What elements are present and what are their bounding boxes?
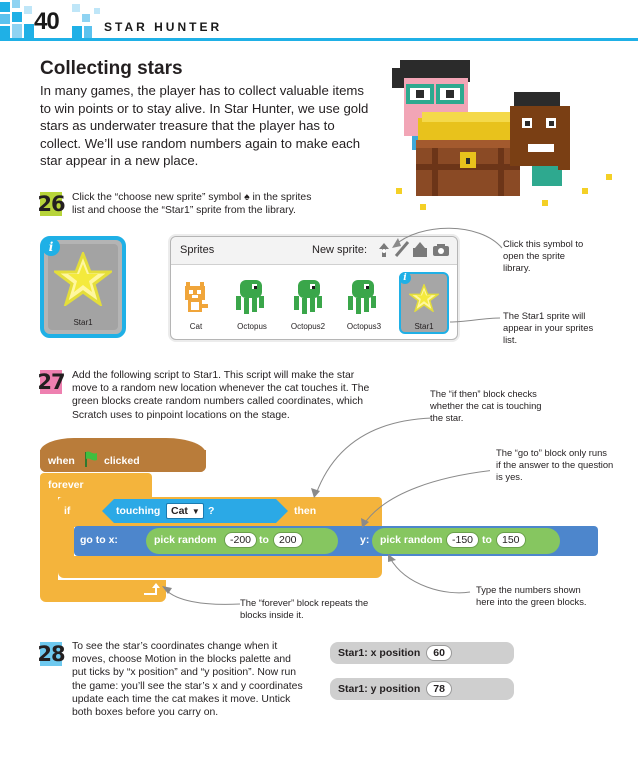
green-flag-icon <box>83 450 99 468</box>
cat-sprite-icon[interactable] <box>180 280 210 316</box>
page-title: Collecting stars <box>40 58 183 79</box>
info-icon[interactable]: i <box>42 238 60 256</box>
if-then-arm <box>58 526 74 556</box>
note-forever: The “forever” block repeats the blocks inside it. <box>240 597 369 620</box>
page-number: 40 <box>34 8 59 35</box>
note-if-then: The “if then” block checks whether the cat is touching the star. <box>430 388 542 423</box>
pixel-characters-illustration <box>382 48 622 216</box>
then-label: then <box>294 505 317 517</box>
forever-label: forever <box>48 479 84 491</box>
treasure-chest <box>416 112 520 196</box>
pick-random-y-from[interactable]: -150 <box>446 532 479 548</box>
pick-random-x-label: pick random <box>154 534 217 546</box>
go-to-x-label: go to x: <box>80 534 118 546</box>
clicked-label: clicked <box>104 455 140 467</box>
step-26-text: Click the “choose new sprite” symbol ♠ in the sprites list and choose the “Star1” sprite from the library. <box>72 192 312 217</box>
header-pixel-decoration <box>0 0 120 40</box>
sprite-label-octopus2: Octopus2 <box>290 322 326 331</box>
y-position-label: Star1: y position <box>338 683 421 695</box>
step-27-badge: 27 <box>37 370 65 394</box>
note-type-numbers: Type the numbers shown here into the green blocks. <box>476 584 587 607</box>
dropdown-arrow-icon: ▼ <box>191 506 200 516</box>
sprite-label-octopus: Octopus <box>237 322 267 331</box>
new-sprite-label: New sprite: <box>312 244 368 256</box>
x-position-reporter <box>330 642 514 664</box>
step-28-badge: 28 <box>37 642 65 666</box>
touching-label: touching <box>116 505 161 517</box>
step-27-text: Add the following script to Star1. This script will make the star move to a random new location whenever the cat touches it. The green blocks create random numbers called coordinates, which Scratch uses to pinpoint locations on the stage. <box>72 370 370 421</box>
x-position-label: Star1: x position <box>338 647 421 659</box>
sprite-label-octopus3: Octopus3 <box>346 322 382 331</box>
callout-lines-step26 <box>380 222 510 332</box>
pick-random-y-to[interactable]: 150 <box>496 532 526 548</box>
star-sprite-icon <box>54 252 112 306</box>
y-label: y: <box>360 534 370 546</box>
if-label: if <box>64 505 71 517</box>
note-star-appears: The Star1 sprite will appear in your sprites list. <box>503 310 594 345</box>
step-26-badge: 26 <box>37 192 65 216</box>
note-open-library: Click this symbol to open the sprite library. <box>503 238 584 273</box>
octopus2-sprite-icon[interactable] <box>290 278 326 318</box>
section-title: STAR HUNTER <box>104 20 223 34</box>
intro-paragraph: In many games, the player has to collect valuable items to win points or to stay alive. In Star Hunter, we use gold stars as underwater treasure that the player has to collect. We’ll use random numbers again to make each star appear in a new place. <box>40 83 369 168</box>
when-label: when <box>48 455 75 467</box>
note-go-to: The “go to” block only runs if the answer to the question is yes. <box>496 447 614 482</box>
selected-sprite-info-icon[interactable]: i <box>399 272 411 284</box>
x-position-value: 60 <box>426 645 452 661</box>
touching-target-value: Cat <box>171 505 188 517</box>
y-position-value: 78 <box>426 681 452 697</box>
pick-random-y-to-label: to <box>482 534 492 546</box>
pick-random-x-to-label: to <box>259 534 269 546</box>
sprite-label-cat: Cat <box>189 322 203 331</box>
octopus-sprite-icon[interactable] <box>232 278 268 318</box>
callout-lines-step27 <box>150 400 490 610</box>
pick-random-y-label: pick random <box>380 534 443 546</box>
pick-random-x-from[interactable]: -200 <box>224 532 257 548</box>
sprite-label-star1: Star1 <box>414 322 434 331</box>
sprites-panel-title: Sprites <box>180 244 215 256</box>
step-28-text: To see the star’s coordinates change when it moves, choose Motion in the blocks palette and put ticks by “x position” and “y position”. Now run the game: you’ll see the star’s x and y coordinates update each time the cat makes it move. Untick both boxes before you carry on. <box>72 641 303 719</box>
pick-random-x-to[interactable]: 200 <box>273 532 303 548</box>
octopus3-sprite-icon[interactable] <box>344 278 380 318</box>
question-mark: ? <box>208 505 215 517</box>
y-position-reporter <box>330 678 514 700</box>
sprite-card-name: Star1 <box>73 318 93 327</box>
header-rule <box>0 38 638 41</box>
forever-block-arm <box>40 496 58 584</box>
